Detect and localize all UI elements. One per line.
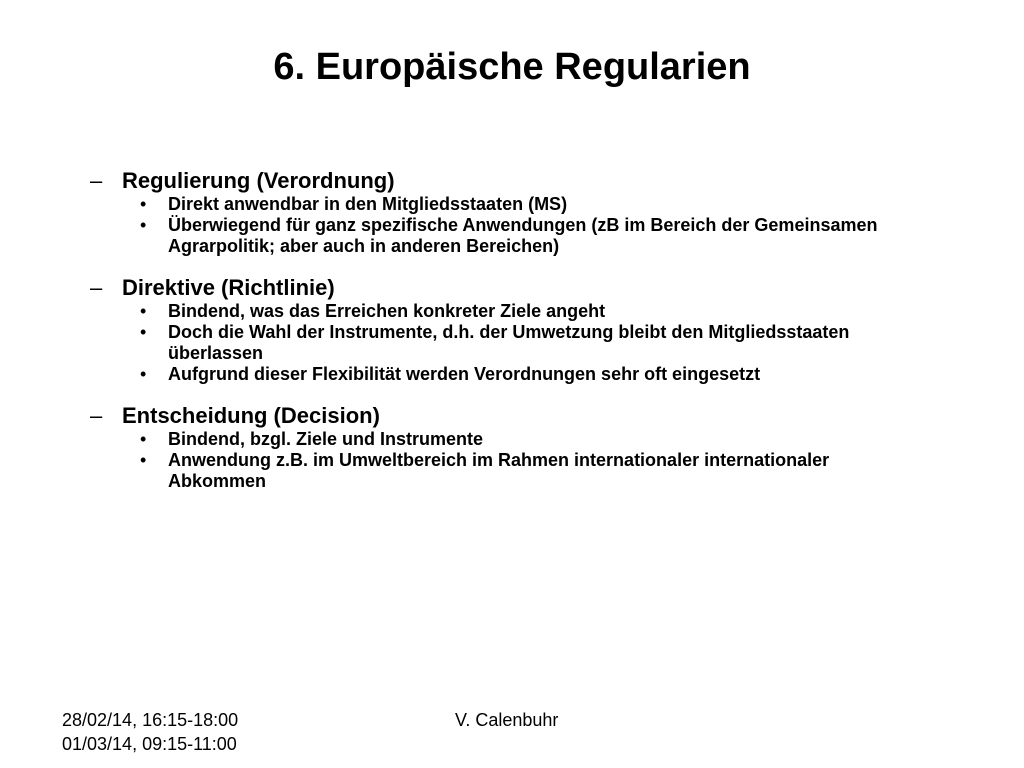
bullet-text: Doch die Wahl der Instrumente, d.h. der Umwetzung bleibt den Mitgliedsstaaten überlassen [168,322,850,363]
list-item [90,322,950,364]
list-item [90,450,950,492]
footer-date-line: 01/03/14, 09:15-11:00 [62,734,237,754]
list-item [90,194,950,215]
bullet-icon: • [140,364,147,384]
section-heading [90,168,950,194]
bullet-text: Direkt anwendbar in den Mitgliedsstaaten (MS) [168,194,568,214]
list-item [90,364,950,385]
bullet-list [90,194,950,257]
bullet-icon: • [140,215,147,235]
dash-marker: – [90,275,103,300]
slide-title: 6. Europäische Regularien [273,46,751,88]
bullet-text: Bindend, was das Erreichen konkreter Ziele angeht [168,301,606,321]
bullet-text: Anwendung z.B. im Umweltbereich im Rahmen internationaler internationaler Abkommen [168,450,830,491]
footer-date [62,708,238,756]
section-regulierung [90,168,950,257]
footer-date-line: 28/02/14, 16:15-18:00 [62,710,239,730]
section-heading-text: Regulierung (Verordnung) [122,168,395,193]
bullet-text: Überwiegend für ganz spezifische Anwendungen (zB im Bereich der Gemeinsamen Agrarpolitik; aber auch in anderen Bereichen) [168,215,878,256]
bullet-list [90,301,950,385]
list-item [90,215,950,257]
footer-author: V. Calenbuhr [455,710,559,730]
list-item [90,429,950,450]
section-direktive [90,275,950,385]
bullet-text: Bindend, bzgl. Ziele und Instrumente [168,429,484,449]
slide-content [90,168,950,498]
dash-marker: – [90,168,103,193]
section-heading-text: Entscheidung (Decision) [122,403,380,428]
section-entscheidung [90,403,950,492]
section-heading [90,403,950,429]
bullet-icon: • [140,322,147,342]
bullet-icon: • [140,301,147,321]
bullet-text: Aufgrund dieser Flexibilität werden Verordnungen sehr oft eingesetzt [168,364,761,384]
list-item [90,301,950,322]
bullet-icon: • [140,194,147,214]
bullet-list [90,429,950,492]
section-heading [90,275,950,301]
bullet-icon: • [140,429,147,449]
bullet-icon: • [140,450,147,470]
section-heading-text: Direktive (Richtlinie) [122,275,335,300]
dash-marker: – [90,403,103,428]
